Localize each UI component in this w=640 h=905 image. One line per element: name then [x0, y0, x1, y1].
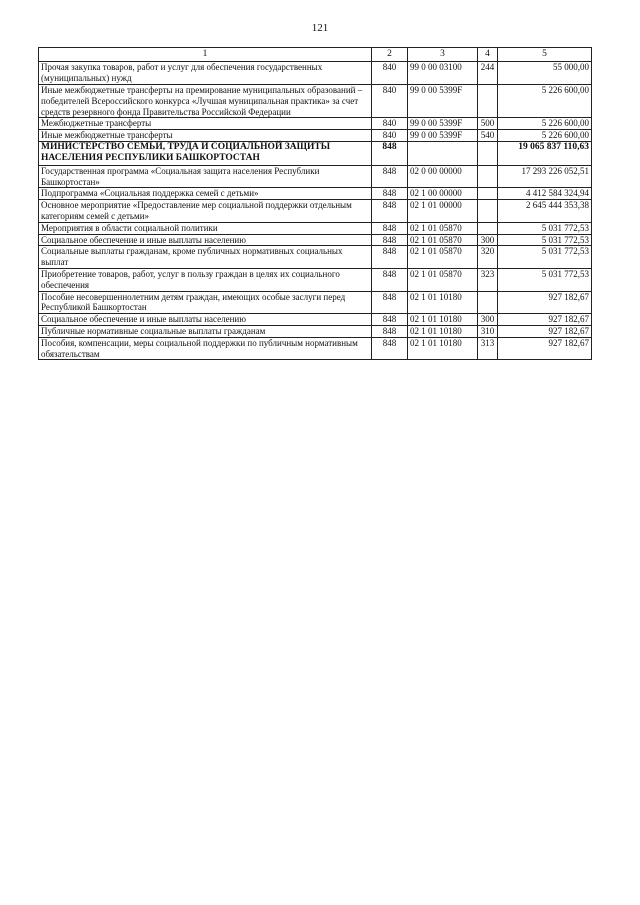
row-expense-type-cell	[478, 200, 498, 223]
row-code-cell: 848	[372, 222, 408, 234]
row-target-article-cell: 02 0 00 00000	[408, 165, 478, 188]
row-amount-cell: 5 031 772,53	[498, 268, 592, 291]
row-name-cell: Пособия, компенсации, меры социальной поддержки по публичным нормативным обязательствам	[39, 337, 372, 360]
table-row	[39, 200, 592, 223]
column-header-code: 2	[372, 48, 408, 62]
row-amount-cell: 5 226 600,00	[498, 130, 592, 142]
row-amount-cell: 17 293 226 052,51	[498, 165, 592, 188]
row-name-cell: Приобретение товаров, работ, услуг в пользу граждан в целях их социального обеспечения	[39, 268, 372, 291]
row-expense-type-cell	[478, 188, 498, 200]
row-code-cell: 848	[372, 325, 408, 337]
table-row	[39, 246, 592, 269]
table-row	[39, 234, 592, 246]
row-target-article-cell: 02 1 01 10180	[408, 291, 478, 314]
table-row	[39, 118, 592, 130]
row-target-article-cell: 02 1 01 10180	[408, 337, 478, 360]
budget-table	[38, 47, 592, 360]
row-target-article-cell: 99 0 00 5399F	[408, 118, 478, 130]
row-expense-type-cell: 500	[478, 118, 498, 130]
row-code-cell: 840	[372, 62, 408, 85]
row-amount-cell: 927 182,67	[498, 291, 592, 314]
row-target-article-cell: 02 1 01 05870	[408, 268, 478, 291]
row-target-article-cell	[408, 141, 478, 165]
table-row	[39, 62, 592, 85]
row-expense-type-cell	[478, 165, 498, 188]
table-row	[39, 314, 592, 326]
row-name-cell: Основное мероприятие «Предоставление мер социальной поддержки отдельным категориям семей с детьми»	[39, 200, 372, 223]
column-header-amount: 5	[498, 48, 592, 62]
row-expense-type-cell: 313	[478, 337, 498, 360]
row-name-cell: Межбюджетные трансферты	[39, 118, 372, 130]
table-body	[39, 62, 592, 360]
row-target-article-cell: 99 0 00 03100	[408, 62, 478, 85]
row-expense-type-cell: 310	[478, 325, 498, 337]
row-code-cell: 848	[372, 337, 408, 360]
row-target-article-cell: 99 0 00 5399F	[408, 84, 478, 117]
table-row	[39, 165, 592, 188]
row-amount-cell: 4 412 584 324,94	[498, 188, 592, 200]
row-name-cell: Прочая закупка товаров, работ и услуг для обеспечения государственных (муниципальных) нужд	[39, 62, 372, 85]
table-row	[39, 222, 592, 234]
row-amount-cell: 2 645 444 353,38	[498, 200, 592, 223]
row-expense-type-cell	[478, 84, 498, 117]
row-code-cell: 848	[372, 234, 408, 246]
row-target-article-cell: 99 0 00 5399F	[408, 130, 478, 142]
row-name-cell: Иные межбюджетные трансферты на премирование муниципальных образований – победителей Всероссийского конкурса «Лучшая муниципальная практика» за счет средств резервного фонда Правительства Российской Федерации	[39, 84, 372, 117]
row-amount-cell: 927 182,67	[498, 325, 592, 337]
row-code-cell: 840	[372, 84, 408, 117]
row-expense-type-cell	[478, 222, 498, 234]
row-code-cell: 848	[372, 188, 408, 200]
row-name-cell: Подпрограмма «Социальная поддержка семей с детьми»	[39, 188, 372, 200]
row-code-cell: 848	[372, 141, 408, 165]
table-row	[39, 337, 592, 360]
row-expense-type-cell: 300	[478, 314, 498, 326]
row-code-cell: 848	[372, 246, 408, 269]
row-name-cell: Государственная программа «Социальная защита населения Республики Башкортостан»	[39, 165, 372, 188]
row-target-article-cell: 02 1 01 05870	[408, 222, 478, 234]
row-expense-type-cell: 320	[478, 246, 498, 269]
row-expense-type-cell	[478, 141, 498, 165]
row-code-cell: 840	[372, 130, 408, 142]
page-number: 121	[311, 22, 329, 34]
row-target-article-cell: 02 1 01 05870	[408, 246, 478, 269]
row-expense-type-cell	[478, 291, 498, 314]
table-row	[39, 268, 592, 291]
row-name-cell: Публичные нормативные социальные выплаты гражданам	[39, 325, 372, 337]
row-amount-cell: 927 182,67	[498, 314, 592, 326]
table-row	[39, 291, 592, 314]
row-amount-cell: 927 182,67	[498, 337, 592, 360]
row-amount-cell: 55 000,00	[498, 62, 592, 85]
row-amount-cell: 5 031 772,53	[498, 246, 592, 269]
row-code-cell: 848	[372, 291, 408, 314]
row-target-article-cell: 02 1 00 00000	[408, 188, 478, 200]
table-row	[39, 188, 592, 200]
column-header-expense-type: 4	[478, 48, 498, 62]
row-name-cell: Пособие несовершеннолетним детям граждан, имеющих особые заслуги перед Республикой Башкортостан	[39, 291, 372, 314]
row-expense-type-cell: 244	[478, 62, 498, 85]
table-row	[39, 84, 592, 117]
row-name-cell: Социальное обеспечение и иные выплаты населению	[39, 234, 372, 246]
table-row	[39, 325, 592, 337]
row-expense-type-cell: 540	[478, 130, 498, 142]
table-header-row	[39, 48, 592, 62]
row-amount-cell: 5 226 600,00	[498, 84, 592, 117]
row-target-article-cell: 02 1 01 05870	[408, 234, 478, 246]
row-code-cell: 848	[372, 268, 408, 291]
row-name-cell: Иные межбюджетные трансферты	[39, 130, 372, 142]
row-target-article-cell: 02 1 01 10180	[408, 314, 478, 326]
row-code-cell: 840	[372, 118, 408, 130]
row-amount-cell: 5 031 772,53	[498, 222, 592, 234]
row-amount-cell: 19 065 837 110,63	[498, 141, 592, 165]
row-amount-cell: 5 031 772,53	[498, 234, 592, 246]
row-target-article-cell: 02 1 01 10180	[408, 325, 478, 337]
row-name-cell: Социальное обеспечение и иные выплаты населению	[39, 314, 372, 326]
column-header-target-article: 3	[408, 48, 478, 62]
row-name-cell: Мероприятия в области социальной политики	[39, 222, 372, 234]
row-name-cell: МИНИСТЕРСТВО СЕМЬИ, ТРУДА И СОЦИАЛЬНОЙ ЗАЩИТЫ НАСЕЛЕНИЯ РЕСПУБЛИКИ БАШКОРТОСТАН	[39, 141, 372, 165]
row-expense-type-cell: 323	[478, 268, 498, 291]
table-row	[39, 130, 592, 142]
table-row	[39, 141, 592, 165]
row-amount-cell: 5 226 600,00	[498, 118, 592, 130]
row-code-cell: 848	[372, 200, 408, 223]
row-code-cell: 848	[372, 314, 408, 326]
row-expense-type-cell: 300	[478, 234, 498, 246]
row-code-cell: 848	[372, 165, 408, 188]
row-name-cell: Социальные выплаты гражданам, кроме публичных нормативных социальных выплат	[39, 246, 372, 269]
column-header-name: 1	[39, 48, 372, 62]
row-target-article-cell: 02 1 01 00000	[408, 200, 478, 223]
